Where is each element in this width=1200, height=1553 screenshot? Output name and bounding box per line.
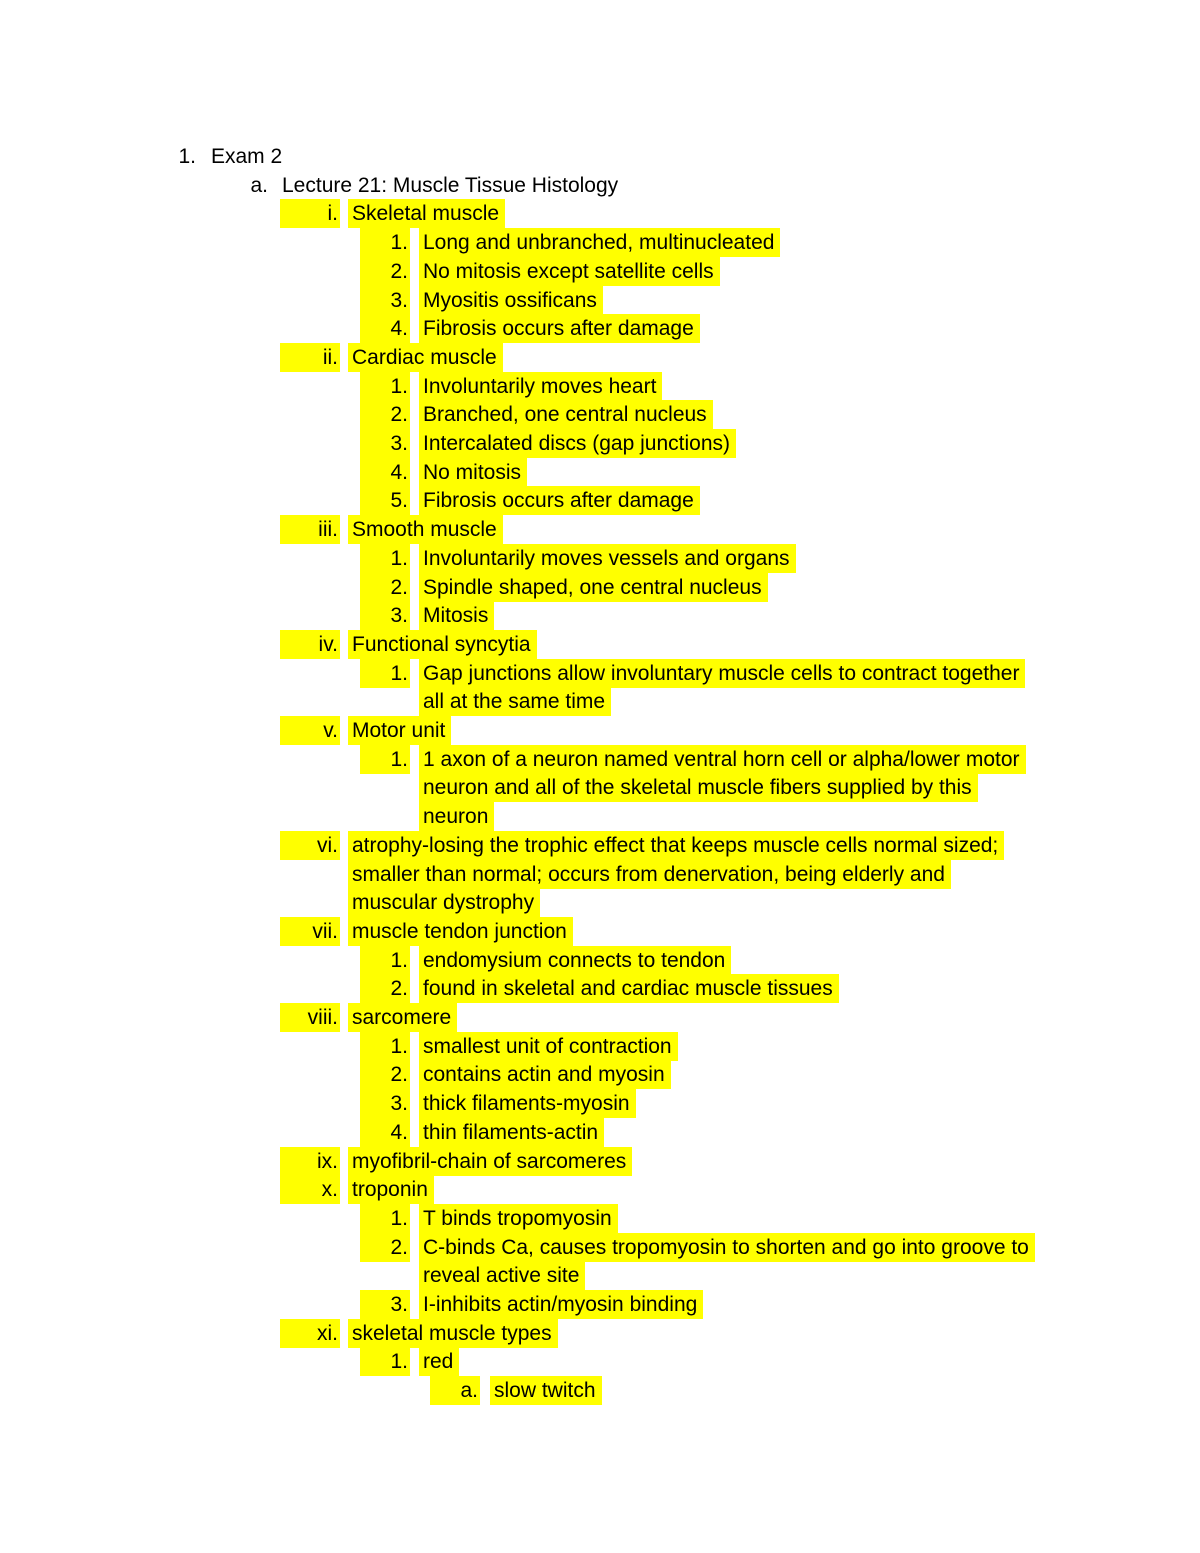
list-item-text: myofibril-chain of sarcomeres [348, 1147, 632, 1176]
list-marker: 3. [360, 1290, 410, 1319]
list-item-text: reveal active site [419, 1261, 585, 1290]
list-marker: 1. [178, 145, 196, 168]
list-item-text: skeletal muscle types [348, 1319, 558, 1348]
list-item-text: Involuntarily moves vessels and organs [419, 544, 796, 573]
list-item-text: No mitosis except satellite cells [419, 257, 720, 286]
list-item-text: slow twitch [490, 1376, 602, 1405]
list-marker: 1. [360, 1032, 410, 1061]
list-marker: ii. [280, 343, 340, 372]
list-item-text: red [419, 1347, 459, 1376]
list-marker: 3. [360, 601, 410, 630]
list-marker: 4. [360, 458, 410, 487]
list-item-text: found in skeletal and cardiac muscle tissues [419, 974, 839, 1003]
list-marker: iv. [280, 630, 340, 659]
list-item-text: C-binds Ca, causes tropomyosin to shorten and go into groove to [419, 1233, 1035, 1262]
list-marker: 5. [360, 486, 410, 515]
list-marker: a. [250, 173, 268, 197]
list-marker: a. [430, 1376, 480, 1405]
list-marker: i. [280, 199, 340, 228]
list-item-text: Fibrosis occurs after damage [419, 314, 700, 343]
list-item-text: endomysium connects to tendon [419, 946, 731, 975]
list-marker: viii. [280, 1003, 340, 1032]
list-item-text: Branched, one central nucleus [419, 400, 713, 429]
list-item-text: No mitosis [419, 458, 527, 487]
list-marker: 4. [360, 314, 410, 343]
list-marker: 1. [360, 946, 410, 975]
list-marker: x. [280, 1175, 340, 1204]
list-item-text: Myositis ossificans [419, 286, 603, 315]
list-item-text: muscular dystrophy [348, 888, 540, 917]
list-marker: 1. [360, 1204, 410, 1233]
list-item-text: Lecture 21: Muscle Tissue Histology [282, 173, 619, 197]
list-item-text: all at the same time [419, 687, 611, 716]
list-marker: 3. [360, 286, 410, 315]
list-item-text: troponin [348, 1175, 434, 1204]
list-marker: 2. [360, 257, 410, 286]
list-item-text: I-inhibits actin/myosin binding [419, 1290, 703, 1319]
list-marker: iii. [280, 515, 340, 544]
list-item-text: Fibrosis occurs after damage [419, 486, 700, 515]
list-marker: 1. [360, 372, 410, 401]
list-item-text: neuron and all of the skeletal muscle fibers supplied by this [419, 773, 978, 802]
list-item-text: Long and unbranched, multinucleated [419, 228, 780, 257]
list-marker: 4. [360, 1118, 410, 1147]
list-marker: 3. [360, 1089, 410, 1118]
list-item-text: contains actin and myosin [419, 1060, 671, 1089]
list-item-text: muscle tendon junction [348, 917, 573, 946]
list-marker: 2. [360, 1233, 410, 1262]
list-marker: 1. [360, 228, 410, 257]
list-marker: ix. [280, 1147, 340, 1176]
list-item-text: Functional syncytia [348, 630, 537, 659]
list-marker: 2. [360, 1060, 410, 1089]
list-item-text: Skeletal muscle [348, 199, 505, 228]
list-item-text: Motor unit [348, 716, 451, 745]
list-marker: vii. [280, 917, 340, 946]
list-marker: 3. [360, 429, 410, 458]
list-item-text: smallest unit of contraction [419, 1032, 678, 1061]
list-item-text: Mitosis [419, 601, 494, 630]
list-marker: 1. [360, 1347, 410, 1376]
list-marker: 2. [360, 573, 410, 602]
list-item-text: sarcomere [348, 1003, 457, 1032]
list-item-text: neuron [419, 802, 494, 831]
list-item-text: Intercalated discs (gap junctions) [419, 429, 736, 458]
list-item-text: Gap junctions allow involuntary muscle cells to contract together [419, 659, 1025, 688]
list-item-text: Exam 2 [211, 145, 283, 168]
list-item-text: smaller than normal; occurs from denervation, being elderly and [348, 860, 951, 889]
list-marker: v. [280, 716, 340, 745]
list-item-text: thick filaments-myosin [419, 1089, 636, 1118]
list-marker: 1. [360, 745, 410, 774]
list-item-text: atrophy-losing the trophic effect that keeps muscle cells normal sized; [348, 831, 1004, 860]
list-marker: 2. [360, 974, 410, 1003]
list-item-text: thin filaments-actin [419, 1118, 604, 1147]
list-marker: 2. [360, 400, 410, 429]
list-marker: 1. [360, 544, 410, 573]
list-item-text: Involuntarily moves heart [419, 372, 662, 401]
list-item-text: 1 axon of a neuron named ventral horn cell or alpha/lower motor [419, 745, 1026, 774]
list-item-text: Spindle shaped, one central nucleus [419, 573, 768, 602]
list-marker: 1. [360, 659, 410, 688]
list-marker: vi. [280, 831, 340, 860]
list-item-text: Smooth muscle [348, 515, 503, 544]
list-item-text: Cardiac muscle [348, 343, 503, 372]
list-marker: xi. [280, 1319, 340, 1348]
list-item-text: T binds tropomyosin [419, 1204, 618, 1233]
